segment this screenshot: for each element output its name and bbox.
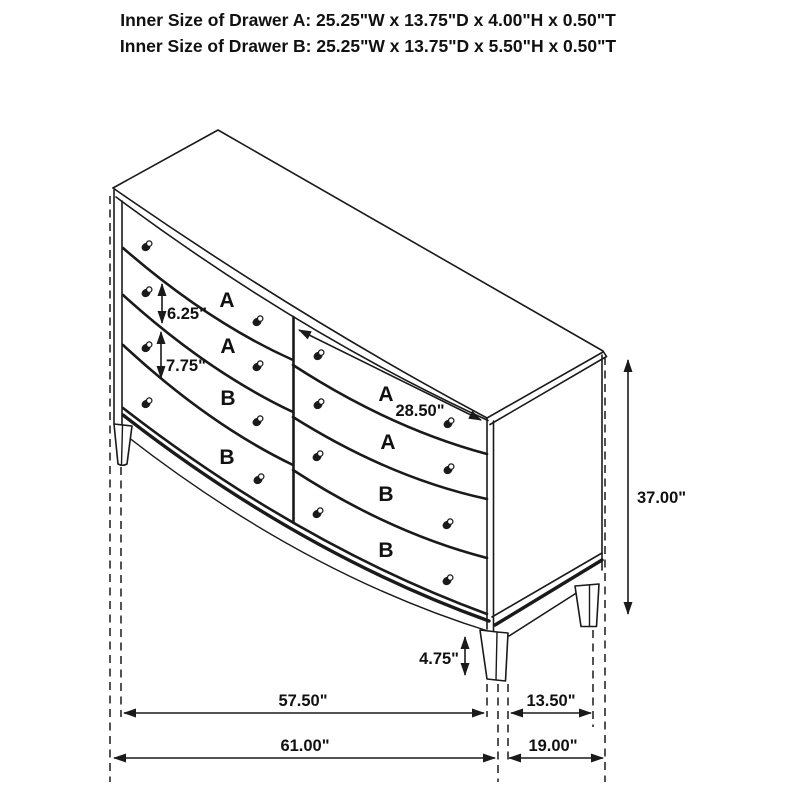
drawer-knob [312, 350, 324, 362]
front-left-leg-edge [122, 426, 123, 464]
right-drawer-label-3: B [378, 483, 394, 506]
dimension-label: 13.50" [526, 692, 576, 710]
dimension-label: 37.00" [637, 489, 687, 507]
left-drawer-label-1: A [219, 289, 235, 312]
side-base-rail-bottom [509, 592, 578, 636]
front-right-leg-edge [496, 632, 497, 680]
drawer-knob [312, 399, 324, 411]
front-base-rail-top [123, 408, 487, 614]
dimension-overall-width [114, 737, 495, 758]
title-drawer-a-size: Inner Size of Drawer A: 25.25"W x 13.75"D x 4.00"H x 0.50"T [120, 10, 616, 30]
drawer-knob [311, 508, 323, 520]
title-drawer-b-size: Inner Size of Drawer B: 25.25"W x 13.75"D x 5.50"H x 0.50"T [119, 36, 617, 56]
drawer-knob [251, 361, 263, 373]
left-drawer-label-2: A [220, 335, 236, 358]
drawer-knob [251, 316, 263, 328]
left-drawer-label-4: B [219, 446, 235, 469]
dimension-label: 7.75" [166, 357, 206, 375]
front-base-rail-band [123, 415, 489, 621]
dimension-label: 61.00" [280, 737, 330, 755]
dimension-label: 57.50" [278, 692, 328, 710]
dimension-arrow [299, 330, 481, 420]
top-side-edge [487, 352, 603, 418]
dimension-drawer-bank-width [299, 330, 481, 420]
dimension-overall-height [628, 360, 686, 614]
dimension-label: 6.25" [167, 305, 207, 323]
dimension-leg-height [419, 637, 465, 675]
dimension-label: 28.50" [395, 402, 445, 420]
top-side-edge-lower [490, 357, 607, 425]
dimension-side-depth-between-legs [511, 692, 591, 713]
drawer-knob [140, 398, 152, 410]
left-drawer-label-3: B [220, 387, 236, 410]
drawer-knob [442, 464, 454, 476]
right-drawer-label-2: A [380, 431, 396, 454]
front-right-leg [480, 630, 508, 681]
dimension-overall-depth [509, 737, 603, 758]
drawer-knob [252, 474, 264, 486]
dimension-label: 4.75" [419, 650, 459, 668]
drawer-knob [140, 287, 152, 299]
right-drawer-label-4: B [378, 539, 394, 562]
dimension-label: 19.00" [528, 737, 578, 755]
dresser-top-face [113, 130, 607, 425]
dimension-front-width-between-legs [124, 692, 484, 713]
drawer-knob [251, 416, 263, 428]
drawer-knob [441, 519, 453, 531]
back-right-leg [575, 584, 599, 627]
drawer-knob [311, 451, 323, 463]
dimension-drawer-a-height [162, 284, 207, 323]
drawer-knob [140, 342, 152, 354]
drawer-knob [441, 575, 453, 587]
drawer-knob [140, 241, 152, 253]
right-drawer-label-1: A [378, 383, 394, 406]
